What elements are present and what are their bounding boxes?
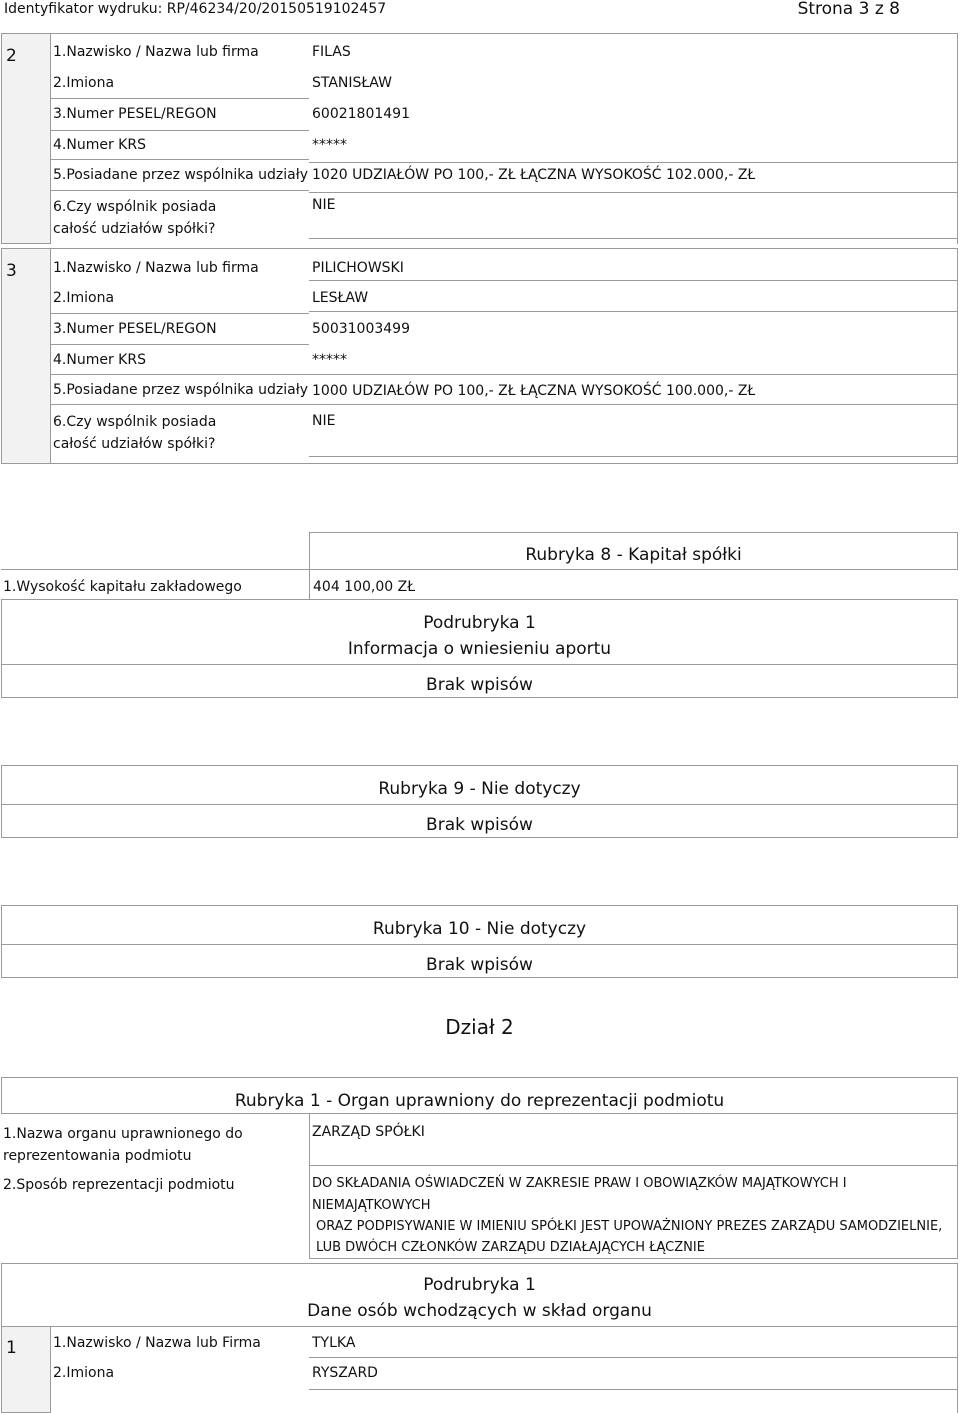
field-value: LESŁAW	[312, 290, 369, 306]
podrubryka-1-title: Podrubryka 1	[423, 613, 536, 633]
field-value: *****	[312, 137, 347, 153]
partner-number: 2	[6, 46, 17, 66]
section-title: Dział 2	[445, 1015, 514, 1039]
field-label: 5.Posiadane przez wspólnika udziały	[53, 382, 309, 398]
rubryka-8-title: Rubryka 8 - Kapitał spółki	[525, 545, 742, 565]
field-label: 1.Nazwisko / Nazwa lub firma	[53, 44, 259, 60]
organ-value: ZARZĄD SPÓŁKI	[312, 1124, 425, 1140]
field-value: FILAS	[312, 44, 351, 60]
rubryka-1-title: Rubryka 1 - Organ uprawniony do reprezentacji podmiotu	[234, 1091, 725, 1111]
field-value: 50031003499	[312, 321, 410, 337]
field-label: 2.Imiona	[53, 75, 115, 91]
method-line: NIEMAJĄTKOWYCH	[312, 1198, 431, 1213]
method-label: 2.Sposób reprezentacji podmiotu	[3, 1177, 235, 1193]
method-line: ORAZ PODPISYWANIE W IMIENIU SPÓŁKI JEST UPOWAŻNIONY PREZES ZARZĄDU SAMODZIELNIE,	[316, 1219, 943, 1234]
field-value: PILICHOWSKI	[312, 260, 404, 276]
field-value: NIE	[312, 413, 336, 429]
field-value: RYSZARD	[312, 1365, 378, 1381]
field-label: 1.Nazwisko / Nazwa lub Firma	[53, 1335, 261, 1351]
field-value: 1020 UDZIAŁÓW PO 100,- ZŁ ŁĄCZNA WYSOKOŚĆ 102.000,- ZŁ	[312, 167, 756, 183]
field-value: 1000 UDZIAŁÓW PO 100,- ZŁ ŁĄCZNA WYSOKOŚĆ 100.000,- ZŁ	[312, 383, 756, 399]
rubryka-9-title: Rubryka 9 - Nie dotyczy	[378, 779, 581, 799]
partner-number: 3	[6, 261, 17, 281]
podrubryka-1-subtitle: Dane osób wchodzących w skład organu	[307, 1301, 652, 1321]
page-number: Strona 3 z 8	[797, 0, 900, 19]
field-label: 6.Czy wspólnik posiada całość udziałów spółki?	[53, 199, 217, 237]
field-value: STANISŁAW	[312, 75, 392, 91]
empty-entries: Brak wpisów	[426, 955, 533, 975]
podrubryka-1-subtitle: Informacja o wniesieniu aportu	[347, 639, 612, 659]
field-label: 1.Nazwisko / Nazwa lub firma	[53, 260, 259, 276]
organ-label: 1.Nazwa organu uprawnionego do reprezentowania podmiotu	[3, 1126, 243, 1164]
field-value: *****	[312, 352, 347, 368]
podrubryka-1-title: Podrubryka 1	[423, 1275, 536, 1295]
field-label: 4.Numer KRS	[53, 352, 146, 368]
field-value: NIE	[312, 197, 336, 213]
print-identifier: Identyfikator wydruku: RP/46234/20/20150519102457	[4, 1, 387, 17]
field-label: 4.Numer KRS	[53, 137, 146, 153]
field-value: 60021801491	[312, 106, 410, 122]
empty-entries: Brak wpisów	[426, 675, 533, 695]
empty-entries: Brak wpisów	[426, 815, 533, 835]
method-line: LUB DWÓCH CZŁONKÓW ZARZĄDU DZIAŁAJĄCYCH ŁĄCZNIE	[316, 1240, 705, 1255]
capital-value: 404 100,00 ZŁ	[313, 579, 416, 595]
field-label: 3.Numer PESEL/REGON	[53, 106, 217, 122]
field-label: 5.Posiadane przez wspólnika udziały	[53, 167, 309, 183]
capital-label: 1.Wysokość kapitału zakładowego	[3, 579, 242, 595]
field-label: 3.Numer PESEL/REGON	[53, 321, 217, 337]
member-number: 1	[6, 1338, 17, 1358]
field-label: 6.Czy wspólnik posiada całość udziałów spółki?	[53, 414, 217, 452]
field-value: TYLKA	[312, 1335, 356, 1351]
field-label: 2.Imiona	[53, 290, 115, 306]
rubryka-10-title: Rubryka 10 - Nie dotyczy	[372, 919, 587, 939]
field-label: 2.Imiona	[53, 1365, 115, 1381]
method-line: DO SKŁADANIA OŚWIADCZEŃ W ZAKRESIE PRAW I OBOWIĄZKÓW MAJĄTKOWYCH I	[312, 1176, 847, 1191]
